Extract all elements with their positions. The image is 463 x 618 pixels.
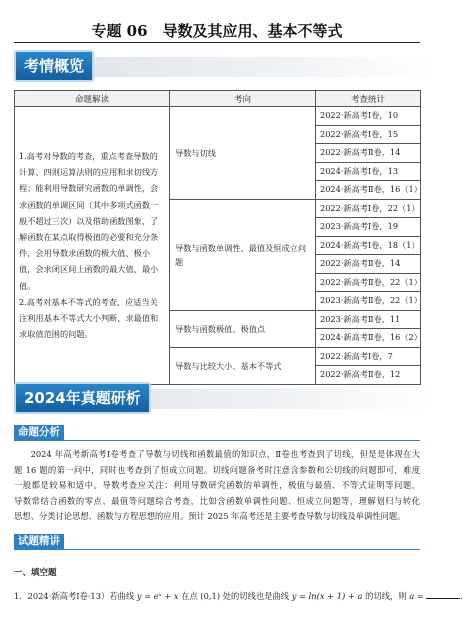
tag-questions: 试题精讲 [14,534,64,549]
subsection-label: 一、填空题 [14,568,57,578]
topic-cell: 导数与函数单调性、最值及恒成立问题 [170,199,316,310]
stat-cell: 2022·新高考Ⅱ卷，22（1） [316,273,421,292]
exam-stats-table [14,90,421,385]
point: (0,1) [200,591,221,601]
stat-cell: 2022·新高考Ⅱ卷，14 [316,144,421,163]
stat-cell: 2022·新高考Ⅰ卷，10 [316,107,421,126]
section-heading-real-exam [14,382,434,416]
page-title: 专题 06 导数及其应用、基本不等式 [91,22,343,40]
question-text: 的切线，则 [362,591,410,601]
topic-cell: 导数与函数极值、极值点 [170,310,316,347]
answer-blank[interactable] [426,589,460,599]
stat-cell: 2022·新高考Ⅰ卷，22（1） [316,199,421,218]
header-interpretation: 命题解读 [15,91,170,107]
table-header-row [15,91,421,107]
stat-cell: 2023·新高考Ⅱ卷，11 [316,310,421,329]
section-heading-overview [14,50,434,84]
tag-analysis: 命题分析 [14,425,64,440]
question-text: = [414,591,427,601]
analysis-line: 一般都是较易和适中。导数考查应关注：利用导数研究函数的单调性，极值与最值、不等式证明等问题， [14,480,420,491]
curve-2: y = ln(x + 1) + a [291,591,363,601]
header-direction: 考向 [170,91,316,107]
question-prefix: 1．2024·新高考Ⅰ卷·13）若曲线 [14,591,137,601]
interpretation-cell [15,107,170,385]
analysis-line: 思想、分类讨论思想、函数与方程思想的应用。预计 2025 年高考还是主要考查导数与切线及单调性问题。 [14,511,406,522]
stat-cell: 2024·新高考Ⅱ卷，16（2） [316,329,421,348]
topic-cell: 导数与比较大小、基本不等式 [170,347,316,384]
analysis-line: 题 16 题的第一问中，同时也考查到了恒成立问题。切线问题备考时注意含参数和公切线的问题即可，难度 [14,464,420,475]
question-text: 处的切线也是曲线 [220,591,292,601]
header-statistics: 考查统计 [316,91,421,107]
stat-cell: 2022·新高考Ⅱ卷，14 [316,255,421,274]
section-heading-label: 2024年真题研析 [14,382,151,414]
stat-cell: 2022·新高考Ⅱ卷，12 [316,366,421,385]
question-text: 在点 [178,591,201,601]
stat-cell: 2024·新高考Ⅰ卷，13 [316,162,421,181]
title-divider [14,42,420,43]
stat-cell: 2023·新高考Ⅱ卷，22（1） [316,292,421,311]
analysis-paragraph [14,447,420,525]
section-heading-label: 考情概览 [14,50,94,82]
topic-cell: 导数与切线 [170,107,316,200]
table-row [15,107,421,126]
interpretation-point-2: 2.高考对基本不等式的考查，应适当关注利用基本不等式大小判断、求最值和求取值范围的问题。 [19,296,159,340]
stat-cell: 2024·新高考Ⅱ卷，16（1） [316,181,421,200]
tag-divider [14,549,420,550]
stat-cell: 2024·新高考Ⅰ卷，18（1） [316,236,421,255]
stat-cell: 2022·新高考Ⅰ卷，15 [316,125,421,144]
stat-cell: 2023·新高考Ⅰ卷，19 [316,218,421,237]
tag-divider [14,440,420,441]
analysis-line: 导数常结合函数的零点、最值等问题综合考查，比如含函数单调性问题、恒成立问题等，理解划归与转化 [14,495,420,506]
stat-cell: 2022·新高考Ⅰ卷，7 [316,347,421,366]
curve-1: y = eˣ + x [136,591,179,601]
variable: a [409,591,415,601]
question-1: 1．2024·新高考Ⅰ卷·13）若曲线 y = eˣ + x 在点 (0,1) 处的切线也是曲线 y = ln(x + 1) + a 的切线，则 a = . [14,591,463,601]
interpretation-point-1: 1.高考对导数的考查，重点考查导数的计算、四则运算法则的应用和求切线方程；能利用导数研究函数的单调性，会求函数的单调区间（其中多项式函数一般不超过三次）以及借助函数图象，了解函数在某点取得极值的必要和充分条件，会用导数求函数的极大值、极小值，会求闭区间上函数的最大值、最小值。 [19,151,159,291]
analysis-line: 2024 年高考新高考Ⅰ卷考查了导数与切线和函数最值的知识点，Ⅱ卷也考查到了切线，但是是体现在大 [30,449,420,459]
